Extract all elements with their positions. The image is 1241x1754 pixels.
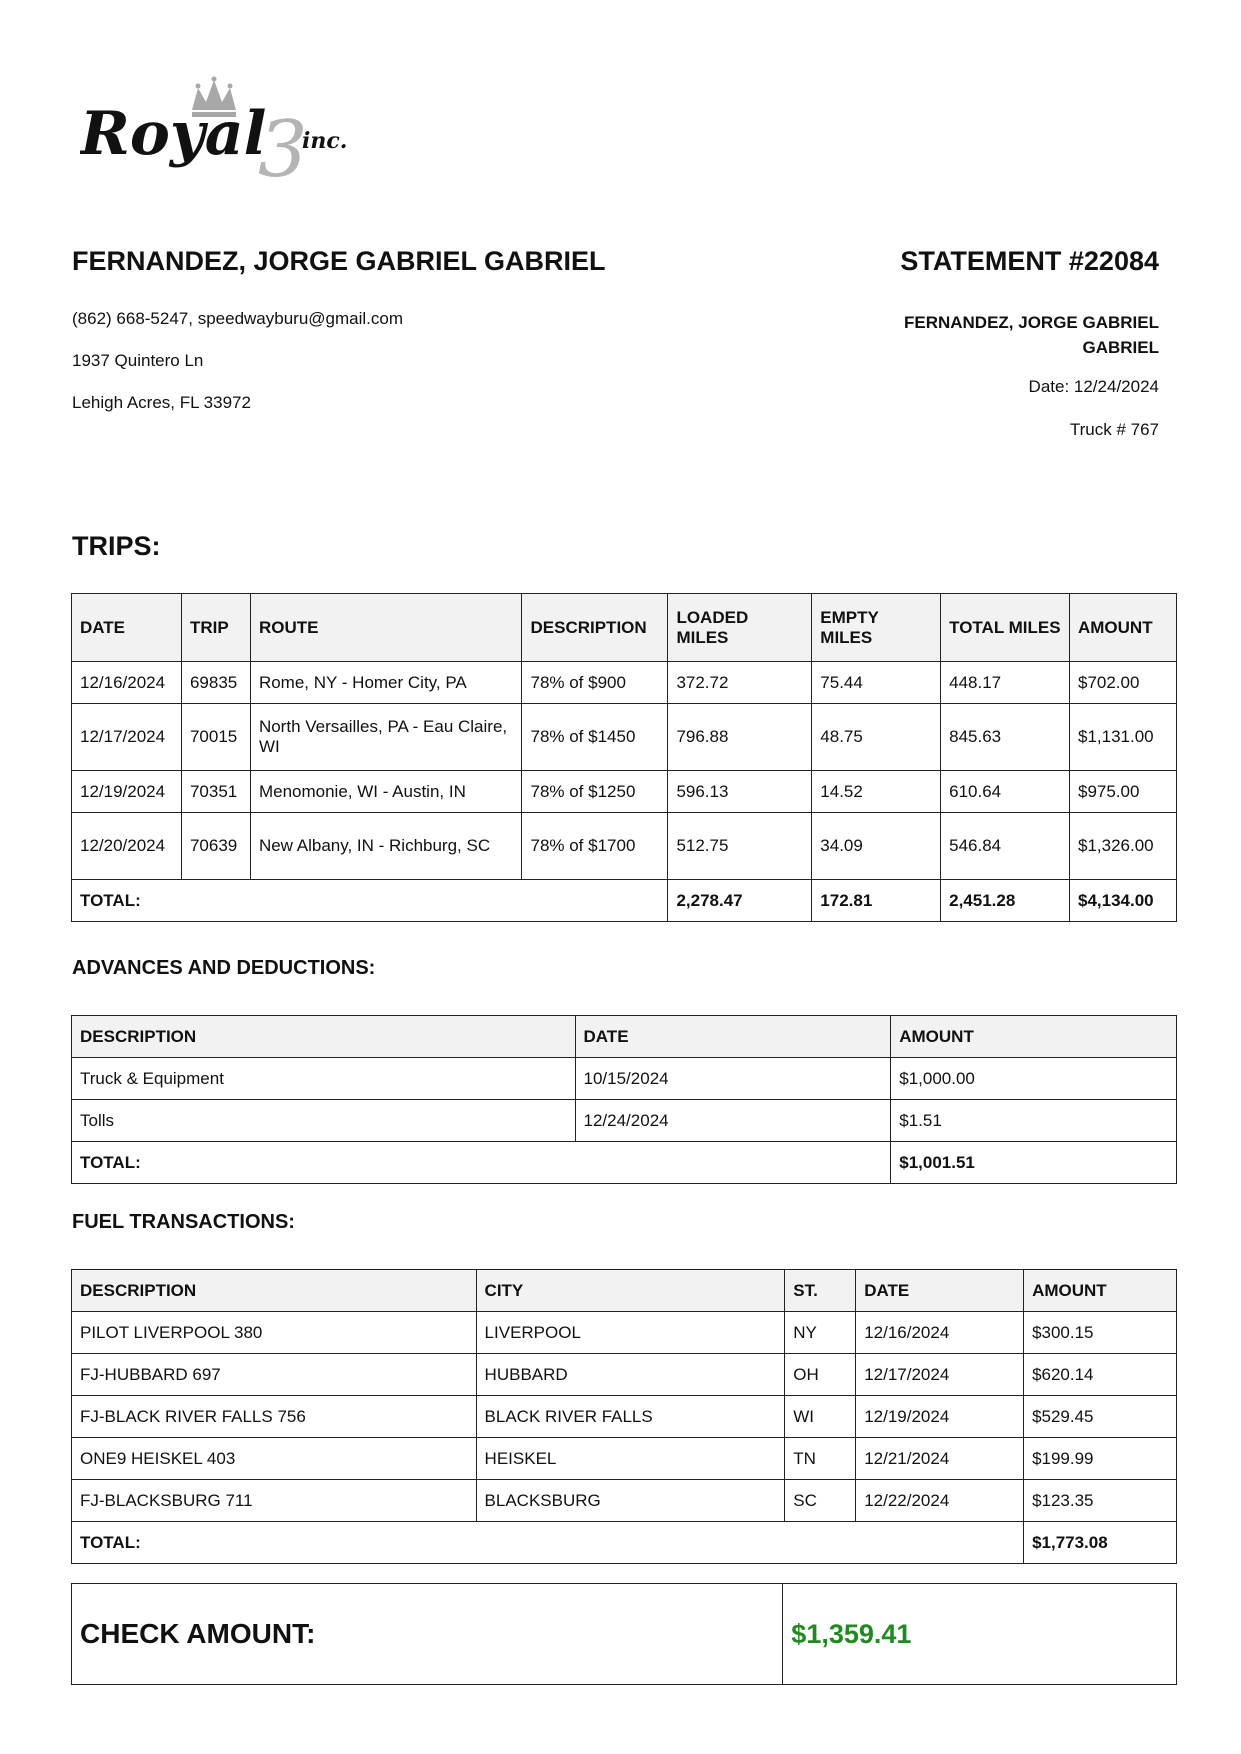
cell: NY — [785, 1312, 856, 1354]
cell: 78% of $1700 — [522, 813, 668, 880]
table-row — [72, 1480, 1177, 1522]
table-header-row — [72, 1270, 1177, 1312]
cell: $1,131.00 — [1069, 704, 1176, 771]
total-row — [72, 880, 1177, 922]
table-row — [72, 662, 1177, 704]
cell: 12/16/2024 — [856, 1312, 1024, 1354]
cell: $1,000.00 — [891, 1058, 1177, 1100]
statement-title: STATEMENT #22084 — [900, 246, 1159, 276]
cell: 70015 — [181, 704, 250, 771]
cell: 70351 — [181, 771, 250, 813]
total-amount: $1,001.51 — [891, 1142, 1177, 1184]
cell: 69835 — [181, 662, 250, 704]
cell: 12/17/2024 — [856, 1354, 1024, 1396]
cell: $975.00 — [1069, 771, 1176, 813]
fuel-table — [71, 1269, 1177, 1564]
column-header: TOTAL MILES — [941, 594, 1070, 662]
logo-suffix: inc. — [302, 128, 348, 154]
trips-heading: TRIPS: — [72, 531, 161, 561]
cell: 14.52 — [812, 771, 941, 813]
cell: HUBBARD — [476, 1354, 785, 1396]
cell: 48.75 — [812, 704, 941, 771]
cell: 796.88 — [668, 704, 812, 771]
cell: SC — [785, 1480, 856, 1522]
advances-table — [71, 1015, 1177, 1184]
total-label: TOTAL: — [72, 1142, 891, 1184]
column-header: DESCRIPTION — [72, 1016, 576, 1058]
cell: FJ-HUBBARD 697 — [72, 1354, 477, 1396]
cell: BLACK RIVER FALLS — [476, 1396, 785, 1438]
total-miles: 2,451.28 — [941, 880, 1070, 922]
cell: Tolls — [72, 1100, 576, 1142]
company-logo — [80, 76, 380, 196]
table-row — [72, 704, 1177, 771]
cell: Truck & Equipment — [72, 1058, 576, 1100]
column-header: AMOUNT — [1024, 1270, 1177, 1312]
cell: TN — [785, 1438, 856, 1480]
cell: 12/22/2024 — [856, 1480, 1024, 1522]
driver-name: FERNANDEZ, JORGE GABRIEL GABRIEL — [72, 246, 606, 276]
cell: 12/17/2024 — [72, 704, 182, 771]
truck-number: Truck # 767 — [1069, 420, 1159, 439]
cell: FJ-BLACKSBURG 711 — [72, 1480, 477, 1522]
fuel-heading: FUEL TRANSACTIONS: — [72, 1211, 295, 1233]
table-row — [72, 1438, 1177, 1480]
logo-numeral: 3 — [258, 105, 308, 195]
total-empty-miles: 172.81 — [812, 880, 941, 922]
cell: 448.17 — [941, 662, 1070, 704]
table-row — [72, 1100, 1177, 1142]
total-label: TOTAL: — [72, 1522, 1024, 1564]
column-header: ROUTE — [250, 594, 522, 662]
cell: 512.75 — [668, 813, 812, 880]
cell: 845.63 — [941, 704, 1070, 771]
column-header: ST. — [785, 1270, 856, 1312]
table-row — [72, 1354, 1177, 1396]
total-loaded-miles: 2,278.47 — [668, 880, 812, 922]
driver-address-line1: 1937 Quintero Ln — [72, 351, 204, 370]
driver-address-line2: Lehigh Acres, FL 33972 — [72, 393, 251, 412]
cell: ONE9 HEISKEL 403 — [72, 1438, 477, 1480]
column-header: DESCRIPTION — [522, 594, 668, 662]
total-row — [72, 1142, 1177, 1184]
cell: 12/16/2024 — [72, 662, 182, 704]
check-amount-box — [71, 1583, 1177, 1685]
check-amount-label: CHECK AMOUNT: — [72, 1584, 783, 1685]
table-header-row — [72, 594, 1177, 662]
cell: 12/24/2024 — [575, 1100, 891, 1142]
cell: 78% of $1450 — [522, 704, 668, 771]
cell: 546.84 — [941, 813, 1070, 880]
column-header: AMOUNT — [891, 1016, 1177, 1058]
column-header: AMOUNT — [1069, 594, 1176, 662]
cell: WI — [785, 1396, 856, 1438]
column-header: CITY — [476, 1270, 785, 1312]
cell: $702.00 — [1069, 662, 1176, 704]
total-label: TOTAL: — [72, 880, 668, 922]
total-amount: $1,773.08 — [1024, 1522, 1177, 1564]
cell: 372.72 — [668, 662, 812, 704]
table-row — [72, 1312, 1177, 1354]
cell: North Versailles, PA - Eau Claire, WI — [250, 704, 522, 771]
cell: $199.99 — [1024, 1438, 1177, 1480]
logo-brand: Royal — [80, 99, 267, 169]
cell: 10/15/2024 — [575, 1058, 891, 1100]
cell: 78% of $1250 — [522, 771, 668, 813]
column-header: DATE — [575, 1016, 891, 1058]
cell: $620.14 — [1024, 1354, 1177, 1396]
cell: $529.45 — [1024, 1396, 1177, 1438]
column-header: TRIP — [181, 594, 250, 662]
cell: 75.44 — [812, 662, 941, 704]
cell: $1.51 — [891, 1100, 1177, 1142]
cell: 12/21/2024 — [856, 1438, 1024, 1480]
cell: New Albany, IN - Richburg, SC — [250, 813, 522, 880]
cell: 12/19/2024 — [72, 771, 182, 813]
check-amount-value: $1,359.41 — [783, 1584, 1177, 1685]
cell: 596.13 — [668, 771, 812, 813]
cell: $123.35 — [1024, 1480, 1177, 1522]
column-header: DESCRIPTION — [72, 1270, 477, 1312]
cell: 12/20/2024 — [72, 813, 182, 880]
column-header: DATE — [856, 1270, 1024, 1312]
cell: OH — [785, 1354, 856, 1396]
cell: HEISKEL — [476, 1438, 785, 1480]
table-header-row — [72, 1016, 1177, 1058]
table-row — [72, 1396, 1177, 1438]
advances-heading: ADVANCES AND DEDUCTIONS: — [72, 957, 376, 979]
cell: 34.09 — [812, 813, 941, 880]
cell: 78% of $900 — [522, 662, 668, 704]
table-row — [72, 1058, 1177, 1100]
driver-contact: (862) 668-5247, speedwayburu@gmail.com — [72, 309, 403, 328]
column-header: LOADED MILES — [668, 594, 812, 662]
cell: $1,326.00 — [1069, 813, 1176, 880]
trips-table — [71, 593, 1177, 922]
cell: Rome, NY - Homer City, PA — [250, 662, 522, 704]
table-row — [72, 813, 1177, 880]
cell: FJ-BLACK RIVER FALLS 756 — [72, 1396, 477, 1438]
statement-driver-name: FERNANDEZ, JORGE GABRIEL GABRIEL — [903, 313, 1159, 357]
cell: 610.64 — [941, 771, 1070, 813]
total-row — [72, 1522, 1177, 1564]
cell: LIVERPOOL — [476, 1312, 785, 1354]
total-amount: $4,134.00 — [1069, 880, 1176, 922]
cell: Menomonie, WI - Austin, IN — [250, 771, 522, 813]
cell: PILOT LIVERPOOL 380 — [72, 1312, 477, 1354]
statement-date: Date: 12/24/2024 — [1028, 377, 1159, 396]
cell: $300.15 — [1024, 1312, 1177, 1354]
cell: BLACKSBURG — [476, 1480, 785, 1522]
column-header: EMPTY MILES — [812, 594, 941, 662]
cell: 70639 — [181, 813, 250, 880]
cell: 12/19/2024 — [856, 1396, 1024, 1438]
table-row — [72, 771, 1177, 813]
column-header: DATE — [72, 594, 182, 662]
